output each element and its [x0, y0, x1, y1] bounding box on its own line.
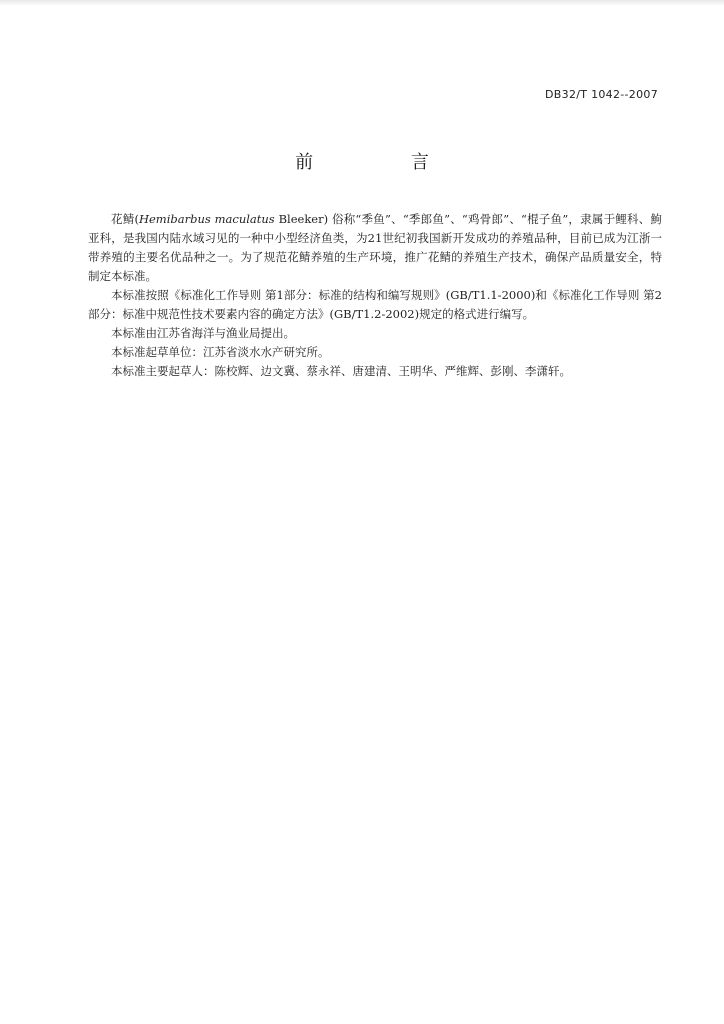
paragraph-intro-before: 花鲭(: [111, 212, 139, 226]
paragraph-intro: [88, 210, 662, 286]
foreword-body: [88, 210, 662, 381]
paragraph-format: 本标准按照《标准化工作导则 第1部分：标准的结构和编写规则》(GB/T1.1-2000)和《标准化工作导则 第2部分：标准中规范性技术要素内容的确定方法》(GB/T1.2-2002)规定的格式进行编写。: [88, 288, 662, 321]
document-code: DB32/T 1042--2007: [545, 88, 658, 101]
paragraph-proposer: 本标准由江苏省海洋与渔业局提出。: [111, 326, 295, 340]
page-title: 前 言: [295, 152, 475, 173]
paragraph-drafters: 本标准主要起草人：陈校辉、边文冀、蔡永祥、唐建清、王明华、严维辉、彭刚、李潇轩。: [111, 364, 571, 378]
paragraph-intro-after: Bleeker) 俗称“季鱼”、“季郎鱼”、“鸡骨郎”、“棍子鱼”，隶属于鲤科、鮈亚科，是我国内陆水域习见的一种中小型经济鱼类，为21世纪初我国新开发成功的养殖品种，目前已成为江浙一带养殖的主要名优品种之一。为了规范花鲭养殖的生产环境，推广花鲭的养殖生产技术，确保产品质量安全，特制定本标准。: [88, 212, 663, 283]
scientific-name: Hemibarbus maculatus: [138, 212, 275, 226]
paragraph-drafting-unit: 本标准起草单位：江苏省淡水水产研究所。: [111, 345, 330, 359]
scan-edge: [0, 0, 724, 6]
